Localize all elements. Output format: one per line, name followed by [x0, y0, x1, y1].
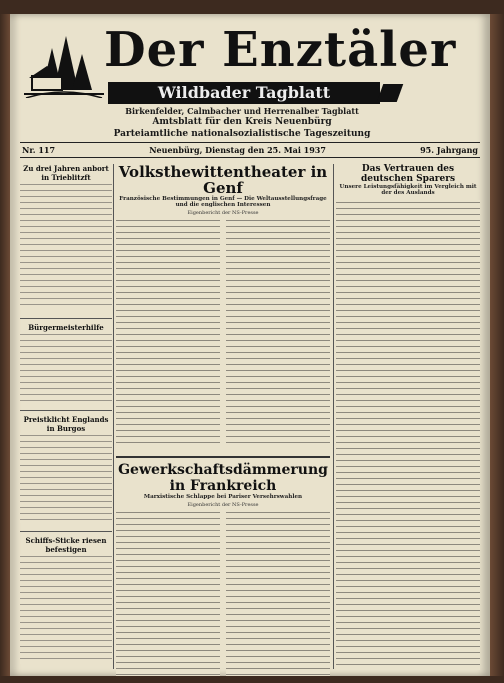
article-columns [116, 510, 330, 676]
masthead-line-1: Birkenfelder, Calmbacher und Herrenalber Tagblatt [125, 106, 359, 116]
article-byline: Eigenbericht der NS-Presse [187, 210, 259, 216]
article-headline: Preistklicht Englands in Burgos [23, 415, 109, 433]
article-body [20, 182, 112, 310]
article-body [116, 510, 220, 676]
middle-column [116, 164, 330, 676]
article [20, 323, 112, 402]
article-body [336, 200, 480, 670]
divider [20, 410, 112, 411]
forest-cabin-icon [24, 28, 104, 98]
volume: 95. Jahrgang [420, 145, 478, 155]
column-divider [113, 164, 114, 669]
article-body [116, 218, 220, 448]
article-body [226, 218, 330, 448]
place-date: Neuenbürg, Dienstag den 25. Mai 1937 [149, 145, 326, 155]
divider [20, 531, 112, 532]
article-body [20, 433, 112, 523]
divider [20, 318, 112, 319]
divider [116, 456, 330, 458]
article-headline: Gewerkschaftsdämmerung in Frankreich [118, 462, 328, 494]
newspaper-subtitle: Wildbader Tagblatt [108, 82, 380, 104]
subtitle-flourish [377, 84, 404, 102]
article [20, 415, 112, 523]
article-headline: Volksthewittentheater in Genf [118, 163, 328, 197]
article-headline: Zu drei Jahren anbort in Trieblitzft [23, 164, 109, 182]
dateline [20, 142, 480, 158]
column-divider [333, 164, 334, 669]
newspaper-page [10, 14, 490, 676]
article [20, 536, 112, 664]
article [116, 164, 330, 448]
masthead-line-3: Parteiamtliche nationalsozialistische Tageszeitung [113, 129, 371, 139]
article-kicker: Französische Bestimmungen in Genf — Die Weltausstellungsfrage und die englischen Interessen [119, 196, 327, 208]
article-columns [116, 218, 330, 448]
issue-number: Nr. 117 [22, 145, 56, 155]
article-headline: Das Vertrauen des deutschen Sparers [360, 164, 456, 184]
article-kicker: Unsere Leistungsfähigkeit im Vergleich mit der des Auslands [339, 184, 477, 196]
article-body [226, 510, 330, 676]
article [336, 164, 480, 670]
article [20, 164, 112, 310]
newspaper-title: Der Enztäler [104, 22, 457, 78]
article-byline: Eigenbericht der NS-Presse [187, 502, 259, 508]
left-column [20, 164, 112, 672]
article-kicker: Marxistische Schlappe bei Pariser Versehrswahlen [143, 494, 303, 500]
binding-right [490, 14, 504, 676]
binding-left [0, 14, 10, 676]
article-headline: Schiffs-Sticke riesen befestigen [25, 536, 107, 554]
masthead [20, 20, 480, 160]
article-body [20, 332, 112, 402]
article-body [20, 554, 112, 664]
masthead-line-2: Amtsblatt für den Kreis Neuenbürg [152, 117, 332, 127]
article [116, 462, 330, 676]
article-headline: Bürgermeisterhilfe [28, 323, 104, 332]
right-column [336, 164, 480, 676]
